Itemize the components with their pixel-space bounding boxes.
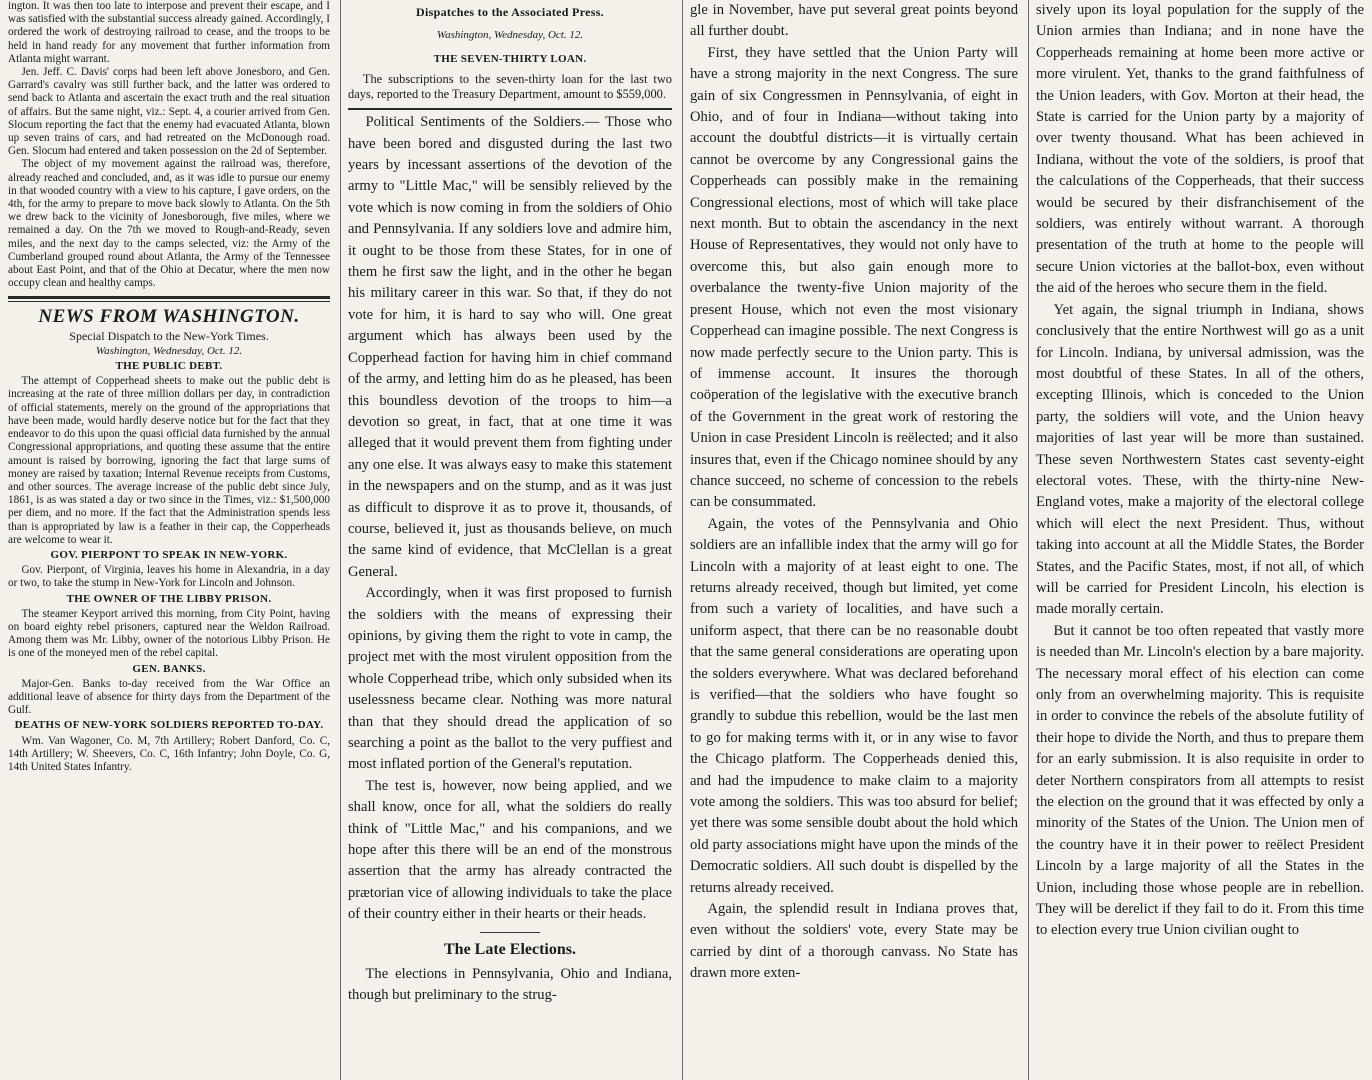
dateline: Washington, Wednesday, Oct. 12. [95, 344, 243, 357]
section-divider [480, 932, 540, 933]
subhead-loan: THE SEVEN-THIRTY LOAN. [433, 52, 587, 65]
article-paragraph: Major-Gen. Banks to-day received from the War Office an additional leave of absence for thirty days from the Department of the Gulf. [8, 677, 330, 717]
article-paragraph: sively upon its loyal population for the supply of the Union armies than Indiana; and in none have the Copperheads remaining at home been more active or more virulent. Yet, thanks to the grand faithfulness of the Union leaders, with Gov. Morton at their head, the State is carried for the Union party by a majority of over twenty thousand. What has been achieved in Indiana, without the vote of the soldiers, is proof that the calculations of the Copperheads, that their success would be secured by their disfranchisement of the soldiers, was entirely without warrant. A thorough presentation of the truth at home to the people will secure Union victories at the ballot-box, even without the aid of the heroes who secure them in the field. [1036, 2, 1364, 297]
article-paragraph: The test is, however, now being applied, and we shall know, once for all, what the soldiers do really think of "Little Mac," and his companions, and we hope after this there will be an end of the monstrous assertion that the army has already contracted the prætorian vice of allowing individuals to take the place of their country either in their hearts or their heads. [348, 777, 672, 923]
article-paragraph: Again, the splendid result in Indiana proves that, even without the soldiers' vote, every State may be carried by dint of a thorough canvass. No State has drawn more exten- [690, 901, 1018, 982]
article-paragraph: Wm. Van Wagoner, Co. M, 7th Artillery; Robert Danford, Co. C, 14th Artillery; W. Sheevers, Co. C, 16th Infantry; John Doyle, Co. G, 14th United States Infantry. [8, 734, 330, 773]
article-paragraph: gle in November, have put several great points beyond all further doubt. [690, 2, 1018, 40]
article-paragraph: ington. It was then too late to interpose and prevent their escape, and I was satisfied with the substantial success already gained. Accordingly, I ordered the work of destroying railroad to cease, and the troops to be held in hand ready for any movement that further information from Atlanta might warrant. [8, 0, 330, 65]
section-rule [8, 301, 330, 302]
article-paragraph: Political Sentiments of the Soldiers.— Those who have been bored and disgusted during the last two years by incessant assertions of the devotion of the army to "Little Mac," will be sensibly relieved by the vote which is now coming in from the soldiers of Ohio and Pennsylvania. If any soldiers love and admire him, it ought to be those from these States, for in one of them he first saw the light, and in the other he began his military career in this war. So that, if they do not vote for him, it is hard to say who will. One great argument which has always been used by the Copperhead faction for having him in chief command of the army, and letting him do as he pleased, has been this boundless devotion of the troops to him—a devotion so great, in fact, that at one time it was alleged that it would prevent them from fighting under any one else. It was always easy to make this statement in the newspapers and on the stump, and as it was just as difficult to disprove it as to prove it, thousands, of course, believed it, just as thousands believe, on much the same kind of evidence, that McClellan is a great General. [348, 114, 672, 580]
article-paragraph: The subscriptions to the seven-thirty loan for the last two days, reported to the Treasury Department, amount to $559,000. [348, 72, 672, 102]
subhead-public-debt: THE PUBLIC DEBT. [115, 360, 223, 373]
column-1 [4, 0, 334, 1080]
subhead-pierpont: GOV. PIERPONT TO SPEAK IN NEW-YORK. [50, 548, 288, 561]
article-paragraph: Gov. Pierpont, of Virginia, leaves his home in Alexandria, in a day or two, to take the stump in New-York for Lincoln and Johnson. [8, 564, 330, 590]
article-paragraph: Jen. Jeff. C. Davis' corps had been left above Jonesboro, and Gen. Garrard's cavalry was still further back, and the latter was ordered to send back to Atlanta and ascertain the exact truth and the real situation of affairs. But the same night, viz.: Sept. 4, a courier arrived from Gen. Slocum reporting the fact that the enemy had evacuated Atlanta, blown up seven trains of cars, and had retreated on the McDonough road. Gen. Slocum had entered and taken possession on the 2d of September. [8, 66, 330, 158]
subhead-associated-press: Dispatches to the Associated Press. [416, 5, 604, 19]
special-dispatch: Special Dispatch to the New-York Times. [69, 328, 269, 343]
column-rule [1028, 0, 1029, 1080]
news-headline: NEWS FROM WASHINGTON. [38, 306, 300, 328]
column-4 [1032, 0, 1368, 1080]
column-2 [344, 0, 676, 1080]
article-paragraph: The attempt of Copperhead sheets to make out the public debt is increasing at the rate of three million dollars per day, in contradiction of official statements, merely on the ground of the appropriations that have been made, would hardly deserve notice but for the fact that they endeavor to do this upon the quasi official data furnished by the annual Congressional appropriations, and quoting these assume that the entire amount is raised by borrowing, ignoring the fact that large sums of money are raised by taxation; Internal Revenue receipts from Customs, and other sources. The average increase of the public debt since July, 1861, is as was stated a day or two since in the Times, viz.: $1,500,000 per diem, and no more. If the fact that the Administration spends less than is appropriated by law is a feather in their cap, the Copperheads are welcome to wear it. [8, 375, 330, 546]
subhead-banks: GEN. BANKS. [132, 662, 206, 675]
column-rule [682, 0, 683, 1080]
subhead-libby: THE OWNER OF THE LIBBY PRISON. [66, 592, 272, 605]
article-paragraph: Accordingly, when it was first proposed to furnish the soldiers with the means of expressing their opinions, by giving them the right to vote in camp, the project met with the most virulent opposition from the whole Copperhead tribe, which only subsided when its uselessness became clear. Nothing was more natural than that they should dread the application of so searching a point as the ballot to the very puffiest and most inflated portion of the General's reputation. [348, 585, 672, 773]
article-paragraph: First, they have settled that the Union Party will have a strong majority in the next Congress. The sure gain of six Congressmen in Pennsylvania, of eight in Ohio, and of four in Indiana—without taking into account the doubtful districts—it is virtually certain cannot be overcome by any Congressional gains the Copperheads can possibly make in the remaining Congressional elections, most of which will take place next month. But to obtain the ascendancy in the next House of Representatives, they would not only have to overcome this, but also gain enough more to overbalance the twenty-five Union majority of the present House, which not even the most visionary Copperhead can imagine possible. The next Congress is now made perfectly secure to the Union party. This is of immense account. It insures the thorough coöperation of the legislative with the executive branch of the Government in the great work of restoring the Union in case President Lincoln is reëlected; and it also insures that, even if the Chicago nominee should by any chance succeed, no scheme of concession to the rebels can be consummated. [690, 44, 1018, 511]
article-paragraph: Again, the votes of the Pennsylvania and Ohio soldiers are an infallible index that the army will go for Lincoln with a majority of at least eight to one. The returns already received, though but limited, yet come from such a variety of localities, and have such a uniform aspect, that there can be no reasonable doubt that the same general considerations are operating upon the solders everywhere. What was declared beforehand is verified—that the soldiers who have fought so grandly to subdue this rebellion, would be the last men to go for making terms with it, or in any wise to favor the Chicago platform. The Copperheads denied this, and had the impudence to make claim to a majority vote among the soldiers. This was too absurd for belief; yet there was some sensible doubt about the hold which old party associations might have upon the minds of the Democratic soldiers. All such doubt is dispelled by the returns already received. [690, 515, 1018, 896]
section-rule [8, 296, 330, 299]
article-paragraph: But it cannot be too often repeated that vastly more is needed than Mr. Lincoln's election by a bare majority. The necessary moral effect of his election can come only from an overwhelming majority. This is requisite in order to convince the rebels of the absolute futility of their hope to divide the North, and thus to prepare them for an early submission. It is also requisite in order to deter Northern conspirators from all attempts to resist the election on the ground that it was effected by only a minority of the States of the Union. The Union men of the country have it in their power to reëlect President Lincoln by a large majority of all the States in the Union, including those whose people are in rebellion. They will be derelict if they fail to do it. From this time to election every true Union civilian ought to [1036, 622, 1364, 939]
dateline: Washington, Wednesday, Oct. 12. [436, 29, 584, 42]
article-paragraph: Yet again, the signal triumph in Indiana, shows conclusively that the entire Northwest will go as a unit for Lincoln. Indiana, by universal admission, was the most doubtful of these States. In all of the others, excepting Illinois, which is conceded to the Union party, the soldiers will vote, and the Union heavy majorities of last year will be more than sustained. These seven Northwestern States cast seventy-eight electoral votes. These, with the thirty-nine New-England votes, make a majority of the electoral college which will elect the next President. Thus, without taking into account at all the Middle States, the Border States, and the Pacific States, most, if not all, of which will be carried for President Lincoln, his election is made morally certain. [1036, 301, 1364, 618]
article-paragraph: The object of my movement against the railroad was, therefore, already reached and concluded, and, as it was idle to pursue our enemy in that wooded country with a view to his capture, I gave orders, on the 4th, for the army to prepare to move back slowly to Atlanta. On the 5th we drew back to the vicinity of Jonesborough, five miles, where we remained a day. On the 7th we moved to Rough-and-Ready, seven miles, and the next day to the camps selected, viz: the Army of the Cumberland grouped round about Atlanta, the Army of the Tennessee about East Point, and that of the Ohio at Decatur, where the men now occupy clean and healthy camps. [8, 158, 330, 290]
article-paragraph: The steamer Keyport arrived this morning, from City Point, having on board eighty rebel prisoners, captured near the Weldon Railroad. Among them was Mr. Libby, owner of the notorious Libby Prison. He is one of the moneyed men of the rebel capital. [8, 607, 330, 660]
subhead-deaths: DEATHS OF NEW-YORK SOLDIERS REPORTED TO-DAY. [14, 719, 324, 732]
article-paragraph: The elections in Pennsylvania, Ohio and Indiana, though but preliminary to the strug- [348, 966, 672, 1004]
section-rule [348, 108, 672, 110]
column-3 [686, 0, 1022, 1080]
column-rule [340, 0, 341, 1080]
subhead-late-elections: The Late Elections. [444, 940, 576, 958]
